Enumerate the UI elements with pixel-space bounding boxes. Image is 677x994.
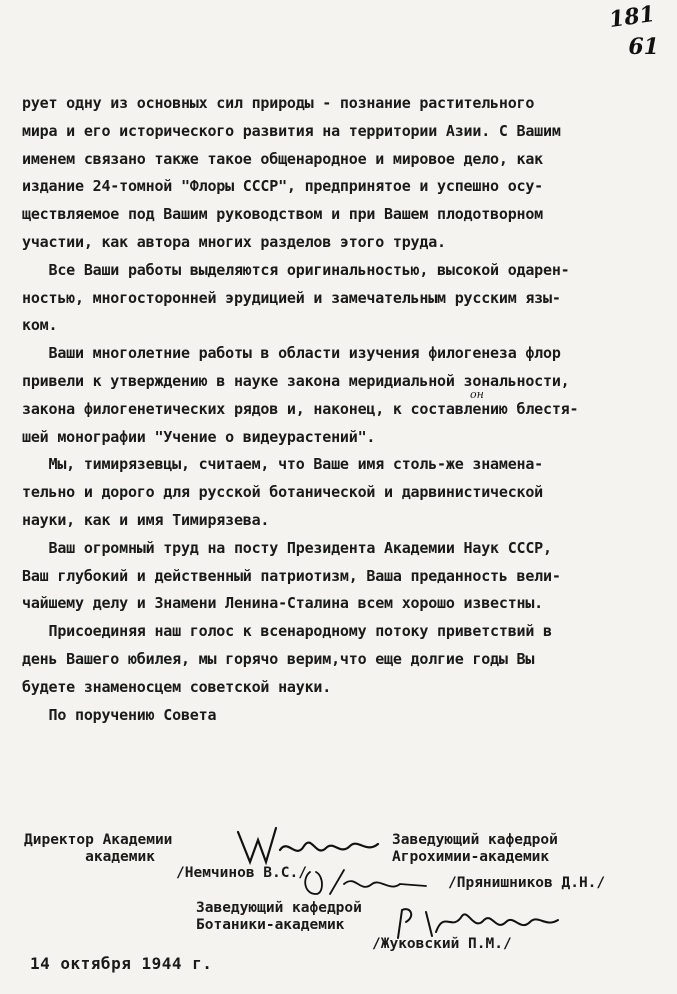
botany-head-name: /Жуковский П.М./ — [372, 936, 512, 952]
text-line: По поручению Совета — [22, 705, 217, 724]
agrochemistry-head-title: Заведующий кафедрой Агрохимии-академик — [392, 832, 558, 865]
text-line: Присоединяя наш голос к всенародному потоку приветствий в — [22, 622, 552, 641]
text-line: шей монографии "Учение о видеурастений". — [22, 427, 376, 446]
text-line: науки, как и имя Тимирязева. — [22, 510, 270, 529]
text-line: закона филогенетических рядов и, наконец, к составлению блестя- — [22, 399, 579, 418]
text-line: Ваши многолетние работы в области изучения филогенеза флор — [22, 344, 561, 363]
text-line: мира и его исторического развития на территории Азии. С Вашим — [22, 121, 561, 140]
signature-pryanishnikov — [300, 864, 430, 900]
agrochemistry-head-name: /Прянишников Д.Н./ — [448, 875, 606, 891]
document-date: 14 октября 1944 г. — [30, 954, 213, 973]
director-name: /Немчинов В.С./ — [176, 865, 307, 881]
text-line: день Вашего юбилея, мы горячо верим,что еще долгие годы Вы — [22, 649, 535, 668]
botany-head-title: Заведующий кафедрой Ботаники-академик — [196, 900, 362, 933]
director-title: Директор Академии академик — [24, 832, 173, 865]
text-line: Ваш глубокий и действенный патриотизм, Ваша преданность вели- — [22, 566, 561, 585]
text-line: ностью, многосторонней эрудицией и замечательным русским язы- — [22, 288, 561, 307]
text-line: Ваш огромный труд на посту Президента Академии Наук СССР, — [22, 538, 552, 557]
signature-nemchinov — [232, 820, 382, 870]
text-line: участии, как автора многих разделов этого труда. — [22, 232, 446, 251]
interlinear-correction: он — [470, 388, 484, 401]
text-line: ществляемое под Вашим руководством и при Вашем плодотворном — [22, 205, 544, 224]
text-line: рует одну из основных сил природы - познание растительного — [22, 94, 535, 112]
text-line: будете знаменосцем советской науки. — [22, 677, 332, 696]
text-line: ком. — [22, 316, 58, 335]
letter-body — [22, 90, 662, 729]
page-number: 61 — [628, 34, 659, 60]
text-line: тельно и дорого для русской ботанической и дарвинистической — [22, 483, 544, 502]
text-line: Все Ваши работы выделяются оригинальностью, высокой одарен- — [22, 260, 570, 279]
text-line: чайшему делу и Знамени Ленина-Сталина всем хорошо известны. — [22, 594, 544, 613]
text-line: издание 24-томной "Флоры СССР", предпринятое и успешно осу- — [22, 177, 544, 196]
folio-number: 181 — [607, 0, 657, 34]
signature-zhukovsky — [392, 902, 562, 946]
text-line: именем связано также такое общенародное и мировое дело, как — [22, 149, 544, 168]
text-line: привели к утверждению в науке закона меридиальной зональности, — [22, 371, 570, 390]
text-line: Мы, тимирязевцы, считаем, что Ваше имя столь-же знамена- — [22, 455, 544, 474]
